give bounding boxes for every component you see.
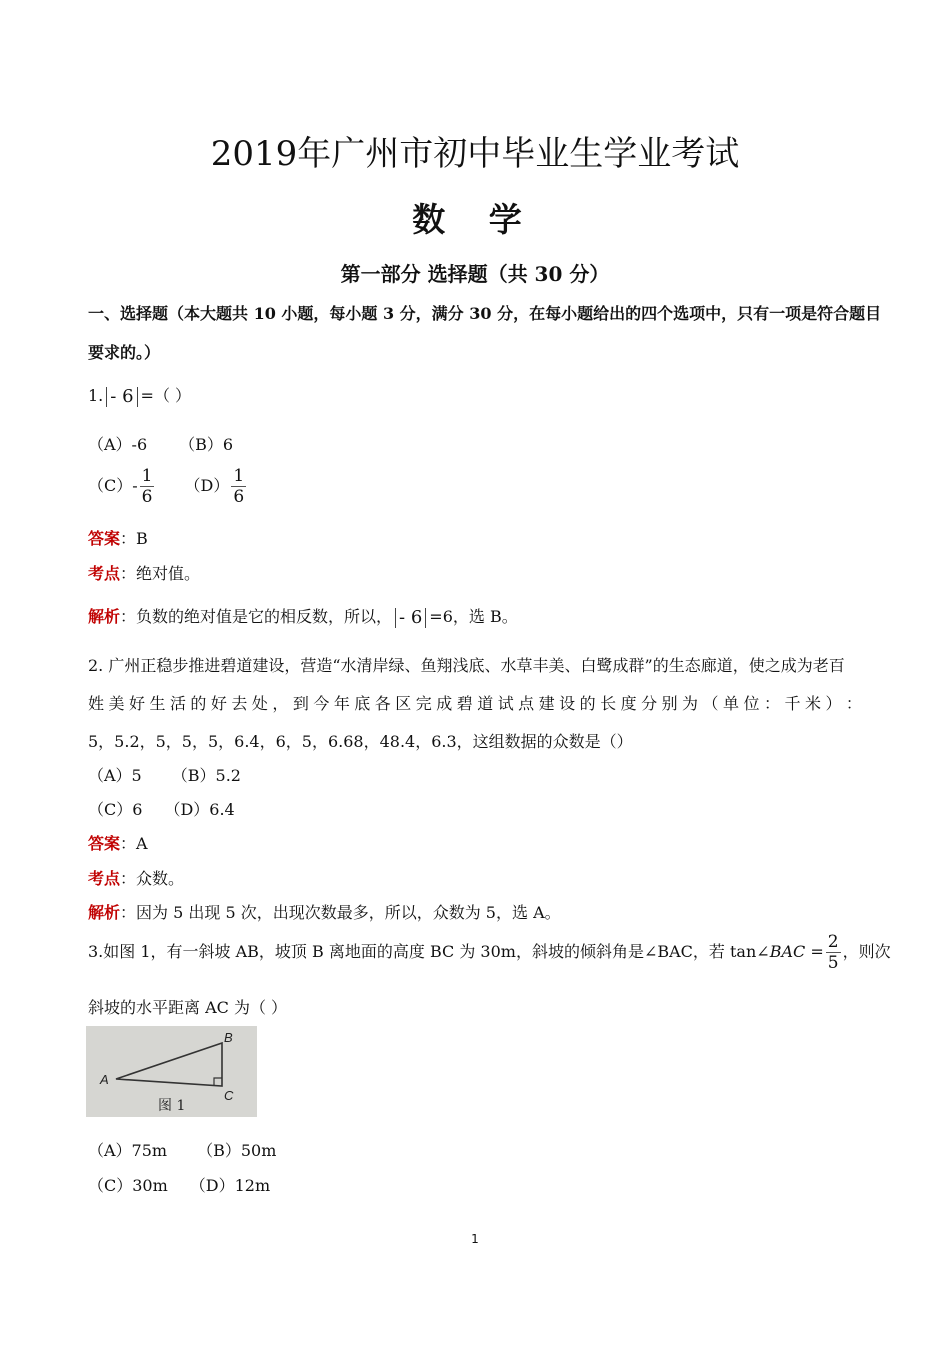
char: ） (825, 694, 842, 713)
point-value: ：众数。 (120, 869, 185, 888)
q3-stem-line1 (88, 932, 891, 973)
char: 年 (333, 694, 350, 713)
answer-label: 答案 (88, 529, 121, 548)
char: 美 (108, 694, 125, 713)
q1-absolute-value: - 6 (106, 387, 137, 407)
q3-stem-line2: 斜坡的水平距离 AC 为（ ） (88, 998, 288, 1017)
char: 设 (559, 694, 576, 713)
char: 好 (128, 694, 145, 713)
char: 生 (149, 694, 166, 713)
char: 好 (210, 694, 227, 713)
analysis-value: ：因为 5 出现 5 次，出现次数最多，所以，众数为 5，选 A。 (120, 903, 561, 922)
fraction-denominator: 6 (141, 487, 153, 507)
char: 各 (374, 694, 391, 713)
char: 度 (620, 694, 637, 713)
point-value: ：绝对值。 (120, 564, 201, 583)
char: 点 (518, 694, 535, 713)
q3-options-cd (88, 1173, 270, 1196)
fraction-denominator: 6 (233, 487, 245, 507)
q2-analysis (88, 900, 561, 923)
char: 米 (804, 694, 821, 713)
q2-option-c: （C）6 (88, 800, 143, 819)
figure-caption: 图 1 (158, 1098, 186, 1114)
char: 姓 (88, 694, 105, 713)
q2-point (88, 866, 184, 889)
char: 区 (395, 694, 412, 713)
q2-option-a: （A）5 (88, 766, 142, 785)
char: ， (272, 694, 289, 713)
q1-option-c: （C）- (88, 476, 138, 495)
q2-answer (88, 831, 148, 854)
char: 今 (313, 694, 330, 713)
char: ： (763, 694, 780, 713)
vertex-label-b: B (224, 1030, 233, 1045)
answer-value: ：A (120, 834, 148, 853)
slope-figure (86, 1026, 257, 1117)
q1-answer (88, 526, 148, 549)
char: 分 (641, 694, 658, 713)
q2-option-d: （D）6.4 (164, 800, 235, 819)
analysis-text-a: ：负数的绝对值是它的相反数，所以， (120, 607, 393, 626)
q2-option-b: （B）5.2 (171, 766, 241, 785)
q1-options-ab (88, 432, 233, 455)
q1-number: 1. (88, 386, 104, 405)
char: 的 (190, 694, 207, 713)
q1-option-d: （D） (184, 476, 230, 495)
section-instructions-line2: 要求的。） (88, 343, 161, 362)
char: 位 (743, 694, 760, 713)
q2-stem-line2 (88, 691, 862, 714)
char: 试 (497, 694, 514, 713)
char: 别 (661, 694, 678, 713)
vertex-label-c: C (224, 1088, 234, 1103)
fraction-denominator: 5 (827, 953, 839, 973)
q3-stem-a: 3.如图 1，有一斜坡 AB，坡顶 B 离地面的高度 BC 为 30m，斜坡的倾斜角是∠BAC，若 tan (88, 942, 757, 961)
char: 去 (231, 694, 248, 713)
q1-point (88, 561, 200, 584)
answer-label: 答案 (88, 834, 121, 853)
char: 单 (723, 694, 740, 713)
part-heading: 第一部分 选择题（共 30 分） (340, 262, 610, 286)
q1-analysis (88, 604, 518, 628)
analysis-absolute-value: - 6 (395, 608, 426, 628)
analysis-text-b: =6，选 B。 (429, 607, 518, 626)
answer-value: ：B (120, 529, 148, 548)
q3-option-a: （A）75m (88, 1141, 168, 1160)
char: 成 (436, 694, 453, 713)
char: 的 (579, 694, 596, 713)
q1-fraction-d (231, 466, 246, 507)
q3-fraction (826, 932, 841, 973)
q3-math-expression: ∠BAC = (756, 942, 824, 961)
char: 建 (538, 694, 555, 713)
char: （ (702, 694, 719, 713)
slope-triangle (116, 1043, 222, 1086)
page-number: 1 (471, 1232, 479, 1246)
q1-stem (88, 383, 191, 407)
char: 长 (600, 694, 617, 713)
q3-options-ab (88, 1138, 276, 1161)
q1-option-b: （B）6 (179, 435, 234, 454)
q2-stem-line3: 5，5.2，5，5，5，6.4，6，5，6.68，48.4，6.3，这组数据的众数是（） (88, 732, 633, 751)
char: 千 (784, 694, 801, 713)
char: 到 (292, 694, 309, 713)
char: 活 (169, 694, 186, 713)
q2-options-ab (88, 763, 241, 786)
section-instructions-line1: 一、选择题（本大题共 10 小题，每小题 3 分，满分 30 分，在每小题给出的四个选项中，只有一项是符合题目 (88, 304, 882, 323)
fraction-numerator: 1 (233, 466, 245, 486)
q1-stem-tail: =（ ） (140, 386, 192, 405)
q3-stem-b: ，则次 (842, 942, 891, 961)
char: 底 (354, 694, 371, 713)
char: 道 (477, 694, 494, 713)
char: 处 (251, 694, 268, 713)
q3-option-d: （D）12m (189, 1176, 271, 1195)
analysis-label: 解析 (88, 607, 121, 626)
char: ： (845, 694, 862, 713)
q2-stem-line1: 2. 广州正稳步推进碧道建设，营造“水清岸绿、鱼翔浅底、水草丰美、白鹭成群”的生态廊道，使之成为老百 (88, 656, 845, 675)
fraction-numerator: 2 (827, 932, 839, 952)
q1-fraction-c (140, 466, 155, 507)
char: 为 (682, 694, 699, 713)
q3-option-c: （C）30m (88, 1176, 168, 1195)
exam-title: 2019年广州市初中毕业生学业考试 (210, 134, 740, 174)
q2-options-cd (88, 797, 235, 820)
char: 碧 (456, 694, 473, 713)
q3-option-b: （B）50m (197, 1141, 277, 1160)
point-label: 考点 (88, 869, 121, 888)
q1-options-cd (88, 466, 248, 507)
analysis-label: 解析 (88, 903, 121, 922)
q1-option-a: （A）-6 (88, 435, 148, 454)
char: 完 (415, 694, 432, 713)
vertex-label-a: A (100, 1072, 109, 1087)
point-label: 考点 (88, 564, 121, 583)
triangle-diagram (86, 1026, 257, 1117)
subject-title: 数 学 (412, 200, 538, 239)
fraction-numerator: 1 (141, 466, 153, 486)
